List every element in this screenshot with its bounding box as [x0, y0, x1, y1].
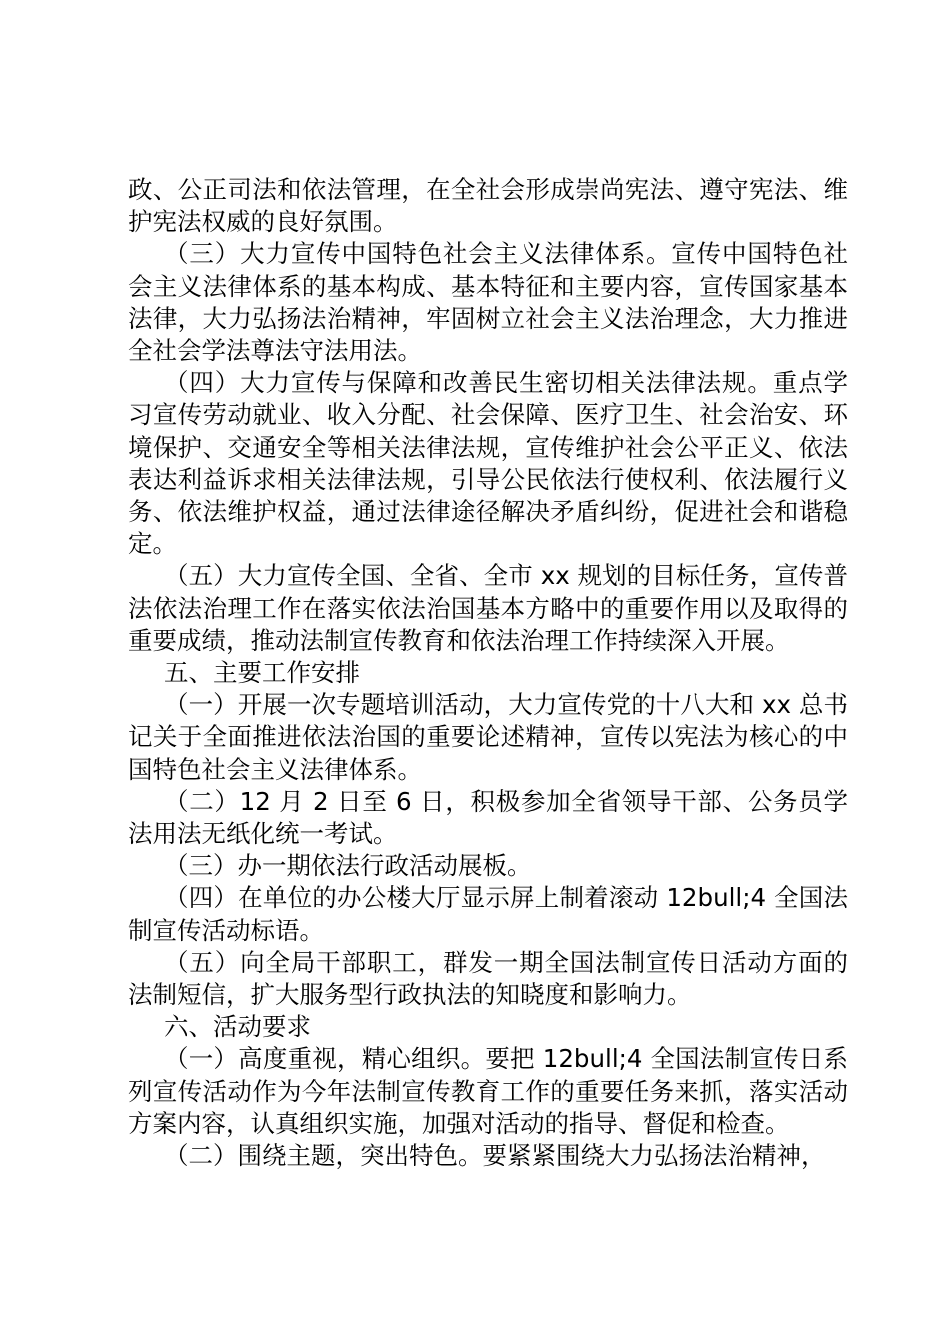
paragraph-attention-organization: （一）高度重视，精心组织。要把 12bull;4 全国法制宣传日系列宣传活动作为今年法制宣传教育工作的重要任务来抓，落实活动方案内容，认真组织实施，加强对活动的指导、督促和检查。: [128, 1044, 848, 1138]
paragraph-display-screen: （四）在单位的办公楼大厅显示屏上制着滚动 12bull;4 全国法制宣传活动标语。: [128, 883, 848, 945]
paragraph-legal-system: （三）大力宣传中国特色社会主义法律体系。宣传中国特色社会主义法律体系的基本构成、基本特征和主要内容，宣传国家基本法律，大力弘扬法治精神，牢固树立社会主义法治理念，大力推进全社会学法尊法守法用法。: [128, 239, 848, 366]
paragraph-planning-goals: （五）大力宣传全国、全省、全市 xx 规划的目标任务，宣传普法依法治理工作在落实依法治国基本方略中的重要作用以及取得的重要成绩，推动法制宣传教育和依法治理工作持续深入开展。: [128, 561, 848, 655]
document-body: [128, 174, 848, 1172]
paragraph-text-messages: （五）向全局干部职工，群发一期全国法制宣传日活动方面的法制短信，扩大服务型行政执法的知晓度和影响力。: [128, 947, 848, 1010]
paragraph-theme-features: （二）围绕主题，突出特色。要紧紧围绕大力弘扬法治精神，: [164, 1141, 826, 1171]
paragraph-exam: （二）12 月 2 日至 6 日，积极参加全省领导干部、公务员学法用法无纸化统一考试。: [128, 786, 848, 849]
section-heading-requirements: 六、活动要求: [164, 1012, 311, 1042]
paragraph-exhibition-board: （三）办一期依法行政活动展板。: [164, 851, 532, 881]
paragraph-livelihood-laws: （四）大力宣传与保障和改善民生密切相关法律法规。重点学习宣传劳动就业、收入分配、社会保障、医疗卫生、社会治安、环境保护、交通安全等相关法律法规，宣传维护社会公平正义、依法表达利益诉求相关法律法规，引导公民依法行使权利、依法履行义务、依法维护权益，通过法律途径解决矛盾纠纷，促进社会和谐稳定。: [128, 368, 848, 559]
paragraph-continuation: 政、公正司法和依法管理，在全社会形成崇尚宪法、遵守宪法、维护宪法权威的良好氛围。: [128, 175, 848, 237]
paragraph-training-activity: （一）开展一次专题培训活动，大力宣传党的十八大和 xx 总书记关于全面推进依法治国的重要论述精神，宣传以宪法为核心的中国特色社会主义法律体系。: [128, 690, 848, 784]
section-heading-work-arrangement: 五、主要工作安排: [164, 658, 360, 688]
